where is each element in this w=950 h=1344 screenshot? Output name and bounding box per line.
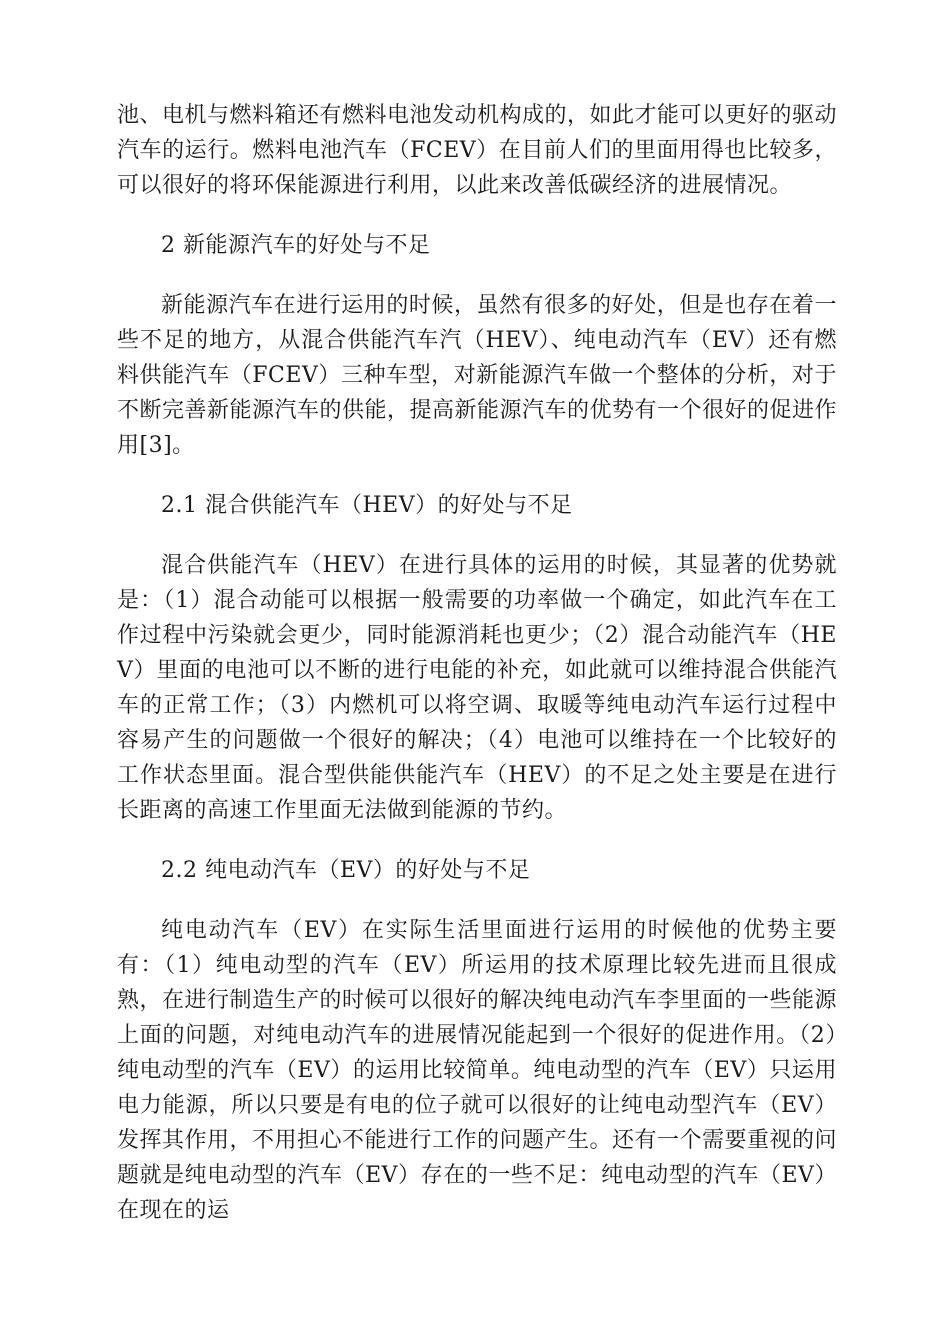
section-heading: 2 新能源汽车的好处与不足 xyxy=(161,233,431,258)
document-body xyxy=(117,98,837,1253)
body-paragraph: 混合供能汽车（HEV）在进行具体的运用的时候，其显著的优势就是：（1）混合动能可以根据一般需要的功率做一个确定，如此汽车在工作过程中污染就会更少，同时能源消耗也更少；（2）混合动能汽车（HEV）里面的电池可以不断的进行电能的补充，如此就可以维持混合供能汽车的正常工作；（3）内燃机可以将空调、取暖等纯电动汽车运行过程中容易产生的问题做一个很好的解决；（4）电池可以维持在一个比较好的工作状态里面。混合型供能供能汽车（HEV）的不足之处主要是在进行长距离的高速工作里面无法做到能源的节约。 xyxy=(117,553,837,823)
subsection-heading: 2.2 纯电动汽车（EV）的好处与不足 xyxy=(161,858,531,883)
body-paragraph: 池、电机与燃料箱还有燃料电池发动机构成的，如此才能可以更好的驱动汽车的运行。燃料电池汽车（FCEV）在目前人们的里面用得也比较多，可以很好的将环保能源进行利用，以此来改善低碳经济的进展情况。 xyxy=(117,103,838,198)
body-paragraph: 新能源汽车在进行运用的时候，虽然有很多的好处，但是也存在着一些不足的地方，从混合供能汽车汽（HEV）、纯电动汽车（EV）还有燃料供能汽车（FCEV）三种车型，对新能源汽车做一个整体的分析，对于不断完善新能源汽车的供能，提高新能源汽车的优势有一个很好的促进作用[3]。 xyxy=(117,293,838,458)
subsection-heading: 2.1 混合供能汽车（HEV）的好处与不足 xyxy=(161,493,573,518)
body-paragraph: 纯电动汽车（EV）在实际生活里面进行运用的时候他的优势主要有：（1）纯电动型的汽车（EV）所运用的技术原理比较先进而且很成熟，在进行制造生产的时候可以很好的解决纯电动汽车李里面的一些能源上面的问题，对纯电动汽车的进展情况能起到一个很好的促进作用。（2）纯电动型的汽车（EV）的运用比较简单。纯电动型的汽车（EV）只运用电力能源，所以只要是有电的位子就可以很好的让纯电动型汽车（EV）发挥其作用，不用担心不能进行工作的问题产生。还有一个需要重视的问题就是纯电动型的汽车（EV）存在的一些不足：纯电动型的汽车（EV）在现在的运 xyxy=(117,918,838,1223)
